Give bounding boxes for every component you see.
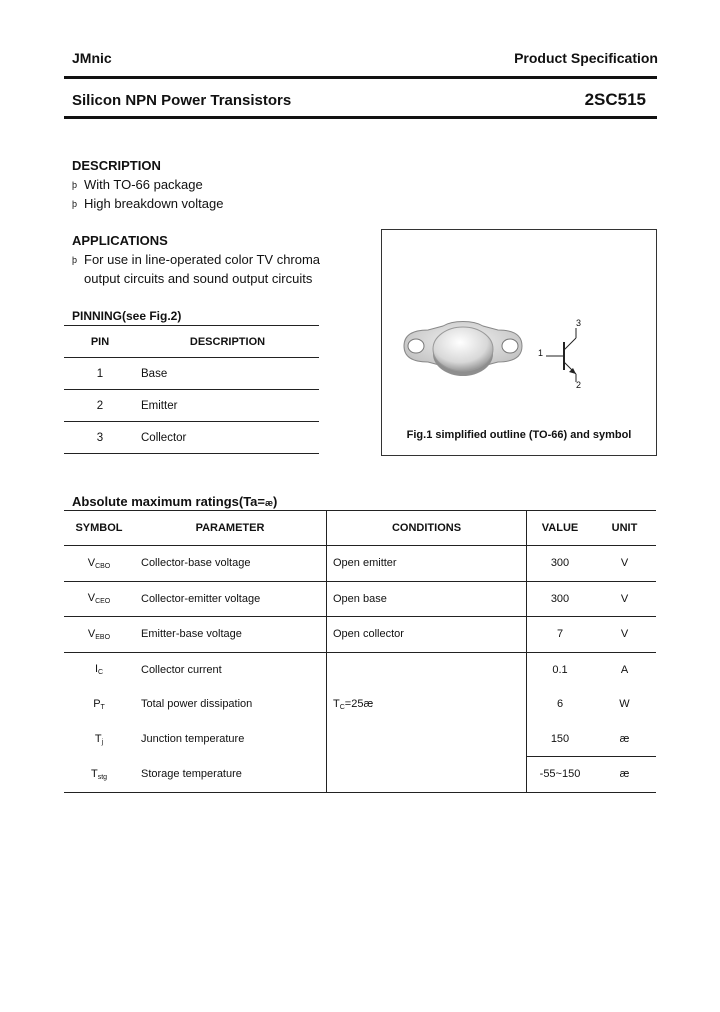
figure-caption: Fig.1 simplified outline (TO-66) and symbol xyxy=(406,429,632,441)
symbol-main: V xyxy=(87,627,96,640)
symbol-cell xyxy=(64,652,134,687)
pinning-table xyxy=(64,325,319,454)
to66-package-outline xyxy=(398,316,528,388)
conditions-cell xyxy=(327,757,527,793)
table-row xyxy=(64,581,656,617)
company-name: JMnic xyxy=(72,50,112,66)
bullet-mark: þ xyxy=(72,180,78,190)
tc-rest: =25æ xyxy=(344,698,374,710)
tc-main: T xyxy=(333,698,340,710)
applications-item-continued: output circuits and sound output circuits xyxy=(84,271,313,286)
table-row xyxy=(64,652,656,687)
symbol-main: I xyxy=(94,663,98,676)
pin-description: Collector xyxy=(136,422,319,454)
ratings-table xyxy=(64,510,656,793)
symbol-sub: C xyxy=(98,669,104,677)
table-row xyxy=(64,358,319,390)
symbol-main: V xyxy=(87,592,96,605)
pinning-title: PINNING(see Fig.2) xyxy=(72,309,182,323)
applications-item xyxy=(72,252,320,267)
conditions-cell: Open base xyxy=(327,581,527,617)
pin-number: 2 xyxy=(64,390,136,422)
value-cell: 300 xyxy=(527,581,594,617)
table-row xyxy=(64,546,656,582)
figure-box xyxy=(381,229,657,456)
symbol-main: V xyxy=(87,556,96,569)
value-cell: 150 xyxy=(527,722,594,757)
parameter-cell: Collector-emitter voltage xyxy=(134,581,327,617)
symbol-sub: CEO xyxy=(95,598,111,606)
applications-heading: APPLICATIONS xyxy=(72,233,168,248)
unit-cell: W xyxy=(619,698,630,711)
symbol-sub: T xyxy=(100,703,105,711)
pin-number: 1 xyxy=(64,358,136,390)
unit-cell: A xyxy=(620,663,629,676)
value-cell: 300 xyxy=(527,546,594,582)
description-item xyxy=(72,196,223,211)
value-cell: 0.1 xyxy=(527,652,594,687)
symbol-pin-base-label: 1 xyxy=(538,348,544,358)
conditions-cell-merged xyxy=(327,652,527,757)
bullet-mark: þ xyxy=(72,255,78,265)
header-rule-bottom xyxy=(64,116,657,119)
table-row xyxy=(64,757,656,793)
unit-cell: æ xyxy=(593,722,656,757)
symbol-cell xyxy=(64,546,134,582)
temperature-symbol: æ xyxy=(265,498,274,508)
symbol-pin-emitter-label: 2 xyxy=(576,380,582,390)
symbol-cell xyxy=(64,757,134,793)
ratings-title-text: Absolute maximum ratings(Ta= xyxy=(72,494,265,509)
parameter-header: PARAMETER xyxy=(134,511,327,546)
description-item xyxy=(72,177,203,192)
symbol-cell xyxy=(64,617,134,653)
ratings-title xyxy=(72,494,277,509)
table-row xyxy=(64,422,319,454)
unit-cell: V xyxy=(593,546,656,582)
conditions-cell: Open collector xyxy=(327,617,527,653)
value-header: VALUE xyxy=(527,511,594,546)
parameter-cell: Junction temperature xyxy=(141,733,245,745)
symbol-sub: stg xyxy=(97,773,108,781)
part-number: 2SC515 xyxy=(584,90,646,109)
parameter-cell: Collector-base voltage xyxy=(134,546,327,582)
header-rule-top xyxy=(64,76,657,79)
parameter-cell: Emitter-base voltage xyxy=(134,617,327,653)
parameter-cell: Collector current xyxy=(141,663,222,676)
table-row xyxy=(64,617,656,653)
parameter-cell: Storage temperature xyxy=(134,757,327,793)
symbol-sub: CBO xyxy=(95,562,111,570)
unit-cell: V xyxy=(593,617,656,653)
unit-cell: V xyxy=(593,581,656,617)
pin-header: PIN xyxy=(64,326,136,358)
value-cell: -55~150 xyxy=(527,757,594,793)
symbol-header: SYMBOL xyxy=(64,511,134,546)
description-text: With TO-66 package xyxy=(84,177,203,192)
symbol-cell xyxy=(64,581,134,617)
document-type: Product Specification xyxy=(514,50,658,66)
symbol-pin-collector-label: 3 xyxy=(576,318,582,328)
symbol-main: T xyxy=(94,732,102,745)
symbol-sub: j xyxy=(101,738,104,746)
pin-number: 3 xyxy=(64,422,136,454)
product-subtitle: Silicon NPN Power Transistors xyxy=(72,92,292,109)
description-heading: DESCRIPTION xyxy=(72,158,161,173)
conditions-header: CONDITIONS xyxy=(327,511,527,546)
bullet-mark: þ xyxy=(72,199,78,209)
value-cell: 6 xyxy=(527,687,594,722)
pin-description: Emitter xyxy=(136,390,319,422)
unit-cell: æ xyxy=(593,757,656,793)
symbol-main: T xyxy=(90,767,98,780)
parameter-cell: Total power dissipation xyxy=(141,698,253,711)
applications-text: For use in line-operated color TV chroma xyxy=(84,252,321,267)
pin-description: Base xyxy=(136,358,319,390)
symbol-main: P xyxy=(93,697,101,710)
unit-header: UNIT xyxy=(593,511,656,546)
tc-sub: C xyxy=(339,704,345,711)
description-text: High breakdown voltage xyxy=(84,196,224,211)
ratings-title-end: ) xyxy=(273,494,278,509)
symbol-cell xyxy=(64,722,134,757)
table-row xyxy=(64,390,319,422)
symbol-sub: EBO xyxy=(95,633,111,641)
conditions-cell: Open emitter xyxy=(327,546,527,582)
value-cell: 7 xyxy=(527,617,594,653)
symbol-cell xyxy=(64,687,134,722)
pin-description-header: DESCRIPTION xyxy=(136,326,319,358)
